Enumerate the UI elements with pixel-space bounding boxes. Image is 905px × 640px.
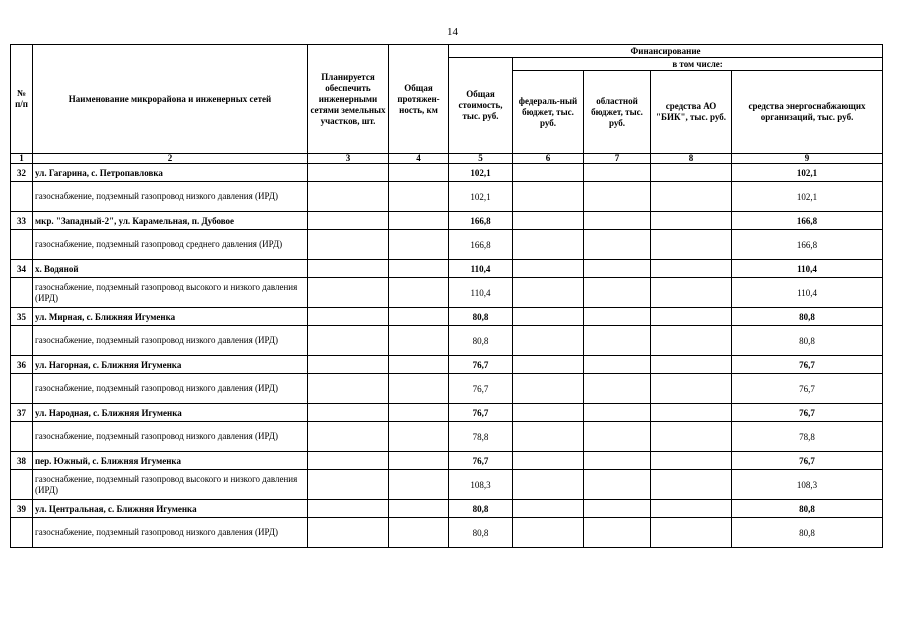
row-name: мкр. "Западный-2", ул. Карамельная, п. Дубовое [33,212,308,230]
row-regional [584,326,651,356]
row-federal [513,230,584,260]
row-plots [308,230,389,260]
table-row-item [11,278,883,308]
row-energy: 102,1 [732,182,883,212]
row-length [389,404,449,422]
row-energy: 76,7 [732,356,883,374]
table-row-item [11,182,883,212]
row-plots [308,260,389,278]
row-length [389,374,449,404]
table-row-section [11,164,883,182]
row-regional [584,230,651,260]
row-length [389,278,449,308]
row-name: ул. Народная, с. Ближняя Игуменка [33,404,308,422]
table-row-item [11,470,883,500]
page-number: 14 [447,26,458,38]
row-number: 36 [11,356,33,374]
row-length [389,470,449,500]
row-number: 35 [11,308,33,326]
header-financing: Финансирование [449,45,883,58]
row-energy: 110,4 [732,260,883,278]
row-federal [513,374,584,404]
row-plots [308,470,389,500]
row-name: газоснабжение, подземный газопровод высокого и низкого давления (ИРД) [33,470,308,500]
row-total: 80,8 [449,326,513,356]
row-federal [513,164,584,182]
header-bik: средства АО "БИК", тыс. руб. [651,71,732,154]
row-plots [308,212,389,230]
row-energy: 102,1 [732,164,883,182]
row-total: 110,4 [449,260,513,278]
row-federal [513,260,584,278]
row-length [389,164,449,182]
row-federal [513,212,584,230]
row-federal [513,308,584,326]
row-energy: 78,8 [732,422,883,452]
row-total: 76,7 [449,356,513,374]
row-energy: 166,8 [732,230,883,260]
row-total: 166,8 [449,230,513,260]
row-bik [651,404,732,422]
row-regional [584,164,651,182]
row-bik [651,278,732,308]
row-total: 102,1 [449,164,513,182]
table-row-item [11,422,883,452]
row-length [389,182,449,212]
table-row-section [11,404,883,422]
row-plots [308,308,389,326]
row-length [389,500,449,518]
table-row-section [11,452,883,470]
row-length [389,326,449,356]
row-plots [308,356,389,374]
row-length [389,212,449,230]
column-number-cell: 7 [584,154,651,164]
row-name: газоснабжение, подземный газопровод низкого давления (ИРД) [33,182,308,212]
header-length: Общая протяжен-ность, км [389,45,449,154]
header-plots: Планируется обеспечить инженерными сетями земельных участков, шт. [308,45,389,154]
header-num: № п/п [11,45,33,154]
row-name: газоснабжение, подземный газопровод низкого давления (ИРД) [33,374,308,404]
row-regional [584,374,651,404]
row-energy: 80,8 [732,500,883,518]
row-bik [651,326,732,356]
column-number-cell: 5 [449,154,513,164]
header-name: Наименование микрорайона и инженерных сетей [33,45,308,154]
row-federal [513,326,584,356]
row-total: 80,8 [449,308,513,326]
table-row-section [11,308,883,326]
row-federal [513,356,584,374]
column-number-cell: 9 [732,154,883,164]
row-regional [584,500,651,518]
table-row-section [11,356,883,374]
header-total: Общая стоимость, тыс. руб. [449,58,513,154]
column-number-cell: 8 [651,154,732,164]
row-regional [584,452,651,470]
row-regional [584,356,651,374]
table-row-item [11,374,883,404]
row-total: 110,4 [449,278,513,308]
row-number [11,326,33,356]
row-number: 34 [11,260,33,278]
row-bik [651,164,732,182]
row-name: ул. Нагорная, с. Ближняя Игуменка [33,356,308,374]
column-number-cell: 1 [11,154,33,164]
row-total: 80,8 [449,500,513,518]
row-federal [513,182,584,212]
row-bik [651,374,732,404]
row-plots [308,182,389,212]
row-number: 33 [11,212,33,230]
row-energy: 80,8 [732,308,883,326]
row-regional [584,260,651,278]
row-length [389,452,449,470]
row-name: х. Водяной [33,260,308,278]
row-bik [651,260,732,278]
row-federal [513,452,584,470]
row-number [11,470,33,500]
row-number [11,230,33,260]
row-regional [584,518,651,548]
table-row-section [11,260,883,278]
row-bik [651,230,732,260]
row-bik [651,308,732,326]
row-bik [651,422,732,452]
row-plots [308,374,389,404]
row-name: пер. Южный, с. Ближняя Игуменка [33,452,308,470]
row-energy: 166,8 [732,212,883,230]
financing-table [10,44,883,548]
row-plots [308,500,389,518]
table-row-section [11,212,883,230]
row-federal [513,500,584,518]
column-numbers-row [11,154,883,164]
row-federal [513,278,584,308]
row-name: ул. Центральная, с. Ближняя Игуменка [33,500,308,518]
column-number-cell: 4 [389,154,449,164]
table-row-item [11,230,883,260]
row-regional [584,182,651,212]
row-name: ул. Мирная, с. Ближняя Игуменка [33,308,308,326]
row-total: 78,8 [449,422,513,452]
header-regional: областной бюджет, тыс. руб. [584,71,651,154]
row-regional [584,404,651,422]
row-plots [308,326,389,356]
header-federal: федераль-ный бюджет, тыс. руб. [513,71,584,154]
row-regional [584,278,651,308]
row-total: 76,7 [449,452,513,470]
row-energy: 108,3 [732,470,883,500]
row-energy: 110,4 [732,278,883,308]
column-number-cell: 3 [308,154,389,164]
row-total: 76,7 [449,404,513,422]
row-number [11,422,33,452]
row-total: 76,7 [449,374,513,404]
row-federal [513,518,584,548]
row-federal [513,422,584,452]
row-total: 166,8 [449,212,513,230]
header-including: в том числе: [513,58,883,71]
row-number: 32 [11,164,33,182]
row-length [389,518,449,548]
row-bik [651,356,732,374]
row-energy: 80,8 [732,326,883,356]
row-energy: 76,7 [732,452,883,470]
row-length [389,356,449,374]
row-name: газоснабжение, подземный газопровод низкого давления (ИРД) [33,326,308,356]
column-number-cell: 6 [513,154,584,164]
row-regional [584,422,651,452]
row-energy: 76,7 [732,404,883,422]
row-length [389,422,449,452]
row-regional [584,212,651,230]
row-bik [651,518,732,548]
row-plots [308,518,389,548]
column-number-cell: 2 [33,154,308,164]
row-bik [651,470,732,500]
row-bik [651,182,732,212]
row-energy: 76,7 [732,374,883,404]
row-total: 102,1 [449,182,513,212]
row-length [389,308,449,326]
row-name: ул. Гагарина, с. Петропавловка [33,164,308,182]
row-total: 80,8 [449,518,513,548]
row-total: 108,3 [449,470,513,500]
row-plots [308,452,389,470]
row-plots [308,422,389,452]
row-number [11,182,33,212]
row-length [389,260,449,278]
row-bik [651,452,732,470]
table-row-item [11,518,883,548]
row-plots [308,278,389,308]
row-regional [584,470,651,500]
row-federal [513,404,584,422]
row-name: газоснабжение, подземный газопровод высокого и низкого давления (ИРД) [33,278,308,308]
row-name: газоснабжение, подземный газопровод низкого давления (ИРД) [33,422,308,452]
row-number: 39 [11,500,33,518]
row-bik [651,212,732,230]
table-row-item [11,326,883,356]
row-bik [651,500,732,518]
row-regional [584,308,651,326]
header-energy: средства энергоснабжающих организаций, тыс. руб. [732,71,883,154]
row-length [389,230,449,260]
row-energy: 80,8 [732,518,883,548]
row-name: газоснабжение, подземный газопровод среднего давления (ИРД) [33,230,308,260]
row-number: 37 [11,404,33,422]
row-number [11,278,33,308]
table-row-section [11,500,883,518]
row-number [11,374,33,404]
row-plots [308,164,389,182]
row-plots [308,404,389,422]
row-number [11,518,33,548]
row-number: 38 [11,452,33,470]
row-federal [513,470,584,500]
row-name: газоснабжение, подземный газопровод низкого давления (ИРД) [33,518,308,548]
